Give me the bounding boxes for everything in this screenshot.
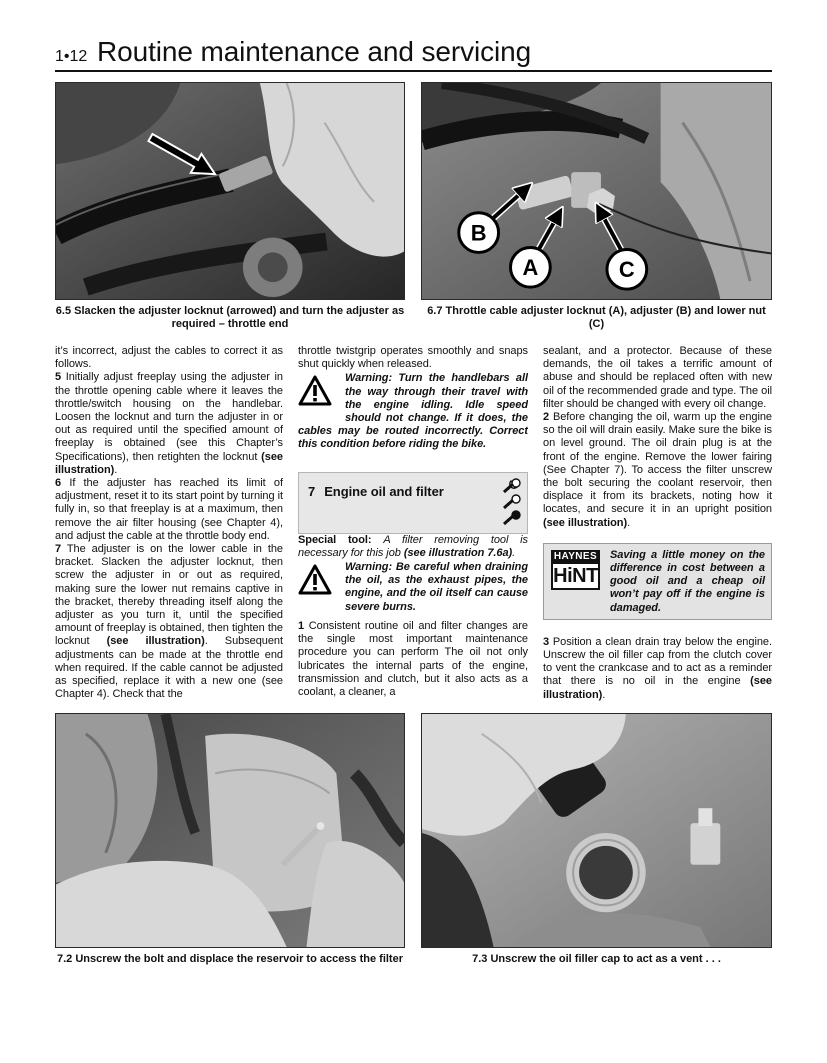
step-number: 3 — [543, 635, 550, 648]
step-text: If the adjuster has reached its limit of adjustment, reset it to its start point by turning it fully in, so that freeplay is at a maximum, then remove the air filter housing (see Chapter 4), and adjust the cable at the throttle body end. — [55, 477, 283, 542]
step-1 — [298, 620, 528, 699]
step-text: Initially adjust freeplay using the adjuster in the throttle opening cable where it leaves the throttle/switch housing on the handlebar. Loosen the locknut and turn the adjuster in or out as required until the specified amount of freeplay is obtained (see this Chapter’s Specifications), then retighten the locknut — [55, 371, 283, 463]
wrench-handle — [504, 500, 513, 508]
paragraph-text: it’s incorrect, adjust the cables to correct it as follows. — [55, 345, 283, 371]
special-tool-label: Special tool: — [298, 533, 372, 546]
logo-haynes-text: HAYNES — [551, 550, 600, 564]
step-5 — [55, 371, 283, 477]
page-title: Routine maintenance and servicing — [97, 36, 532, 67]
section-title: Engine oil and filter — [324, 483, 444, 499]
step-text-end: . — [627, 516, 631, 529]
paragraph-text: sealant, and a protector. Because of these demands, the oil takes a terrific amount of abuse and should be replaced often with new oil of the recommended grade and type. The oil filter should be changed with every oil change. — [543, 345, 772, 410]
photo-7-3-image — [422, 714, 771, 947]
exclamation-dot — [313, 587, 317, 590]
label-c: C — [618, 257, 635, 283]
wrench-icon — [504, 479, 520, 492]
step-text-end: . — [114, 463, 118, 476]
step-text-continued: . Subsequent adjustments can be made at the throttle end when required. If the cable cannot be adjusted as specified, replace it with a new one (see Chapter 4). Check that the — [55, 635, 284, 701]
special-tool-note — [298, 534, 528, 560]
bolt — [317, 822, 325, 830]
header-rule — [55, 70, 772, 72]
photo-7-2-image — [56, 714, 404, 947]
photo-6-5 — [55, 82, 405, 300]
caption-6-5: 6.5 Slacken the adjuster locknut (arrowed) and turn the adjuster as required – throttle end — [55, 305, 405, 330]
illustration-reference: (see illustration) — [543, 516, 628, 529]
photo-6-7 — [421, 82, 772, 300]
haynes-hint-logo — [551, 550, 600, 590]
section-heading — [308, 484, 444, 500]
text-column-1 — [55, 345, 283, 701]
step-number: 1 — [298, 620, 305, 633]
caption-6-7: 6.7 Throttle cable adjuster locknut (A), adjuster (B) and lower nut (C) — [427, 305, 766, 330]
step-6 — [55, 477, 283, 543]
photo-6-7-image — [422, 83, 771, 299]
special-tool-end: . — [512, 546, 516, 559]
step-text: Position a clean drain tray below the engine. Unscrew the oil filler cap from the clutch cover to vent the crankcase and to act as a reminder that there is no oil in the engine — [543, 635, 772, 688]
exclamation-bar — [313, 574, 317, 585]
illustration-reference: (see illustration 7.6a) — [403, 546, 513, 559]
warning-text: Warning: Be careful when draining the oil, as the exhaust pipes, the engine, and the oil itself can cause severe burns. — [345, 561, 528, 613]
paragraph-intro — [298, 345, 528, 371]
difficulty-wrench-icon — [501, 478, 523, 530]
step-number: 5 — [55, 371, 62, 384]
page-number: 1•12 — [55, 48, 88, 65]
special-tool-text: A filter removing tool is necessary for this job — [298, 533, 529, 559]
text-column-2 — [298, 345, 528, 699]
photo-6-5-image — [56, 83, 404, 299]
caption-7-3: 7.3 Unscrew the oil filler cap to act as a vent . . . — [472, 953, 721, 965]
filler-port-opening — [579, 846, 633, 900]
caption-7-2: 7.2 Unscrew the bolt and displace the reservoir to access the filter — [56, 953, 403, 965]
exclamation-bar — [313, 385, 317, 396]
section-number: 7 — [308, 483, 316, 499]
step-text: The adjuster is on the lower cable in the bracket. Slacken the adjuster locknut, then screw the adjuster in or out as required, making sure the lower nut remains captive in the bracket, thereby threading itself along the adjuster as you turn it, until the specified amount of freeplay is obtained, then tighten the locknut — [55, 543, 283, 648]
step-7 — [55, 543, 283, 701]
photo-7-3 — [421, 713, 772, 948]
step-text: Consistent routine oil and filter changes are the single most important maintenance procedure you can perform The oil not only lubricates the internal parts of the engine, transmission and clutch, but it also acts as a coolant, a cleaner, a — [298, 620, 528, 699]
warning-icon-graphic — [298, 564, 332, 595]
step-text: Before changing the oil, warm up the engine so the oil will drain easily. Make sure the bike is on level ground. The oil drain plug is at the front of the engine. Remove the lower fairing (See Chapter 7). To access the filter unscrew the bolt securing the coolant reservoir, then displace it from its brackets, noting how it locates, and secure it in an upright position — [543, 411, 772, 516]
paragraph-intro — [543, 345, 772, 411]
label-a: A — [522, 255, 539, 281]
haynes-hint-box — [543, 543, 772, 620]
step-number: 6 — [55, 477, 62, 490]
bar-end-center — [258, 252, 288, 282]
photo-7-2 — [55, 713, 405, 948]
label-b: B — [470, 220, 487, 246]
wrench-icon — [504, 511, 520, 524]
warning-icon — [298, 564, 334, 616]
illustration-reference: (see illustration) — [106, 635, 205, 648]
warning-box — [298, 372, 528, 451]
step-2 — [543, 411, 772, 530]
step-text-end: . — [602, 688, 606, 701]
warning-text: Warning: Turn the handlebars all the way through their travel with the engine idling. Idle speed should not change. If it does, the cables may be routed incorrectly. Correct this condition before riding the bike. — [298, 372, 528, 451]
step-3 — [543, 636, 772, 702]
step-number: 2 — [543, 411, 550, 424]
paragraph-intro — [55, 345, 283, 371]
difficulty-wrench-graphic — [501, 478, 523, 530]
bolt — [698, 808, 712, 826]
warning-box — [298, 561, 528, 616]
illustration-reference: (see illustration) — [55, 450, 283, 476]
illustration-reference: (see illustration) — [543, 675, 772, 701]
logo-hint-text: HiNT — [551, 564, 600, 590]
section-heading-box — [298, 472, 528, 534]
warning-icon — [298, 375, 334, 412]
paragraph-text: throttle twistgrip operates smoothly and snaps shut quickly when released. — [298, 345, 528, 371]
bolt-boss — [690, 823, 720, 865]
exclamation-dot — [313, 398, 317, 401]
warning-icon-graphic — [298, 375, 332, 406]
wrench-icon — [504, 495, 520, 508]
step-number: 7 — [55, 543, 62, 556]
hint-text: Saving a little money on the difference in cost between a good oil and a cheap oil won’t pay off if the engine is damaged. — [610, 548, 765, 614]
wrench-handle — [504, 516, 513, 524]
text-column-3 — [543, 345, 772, 702]
